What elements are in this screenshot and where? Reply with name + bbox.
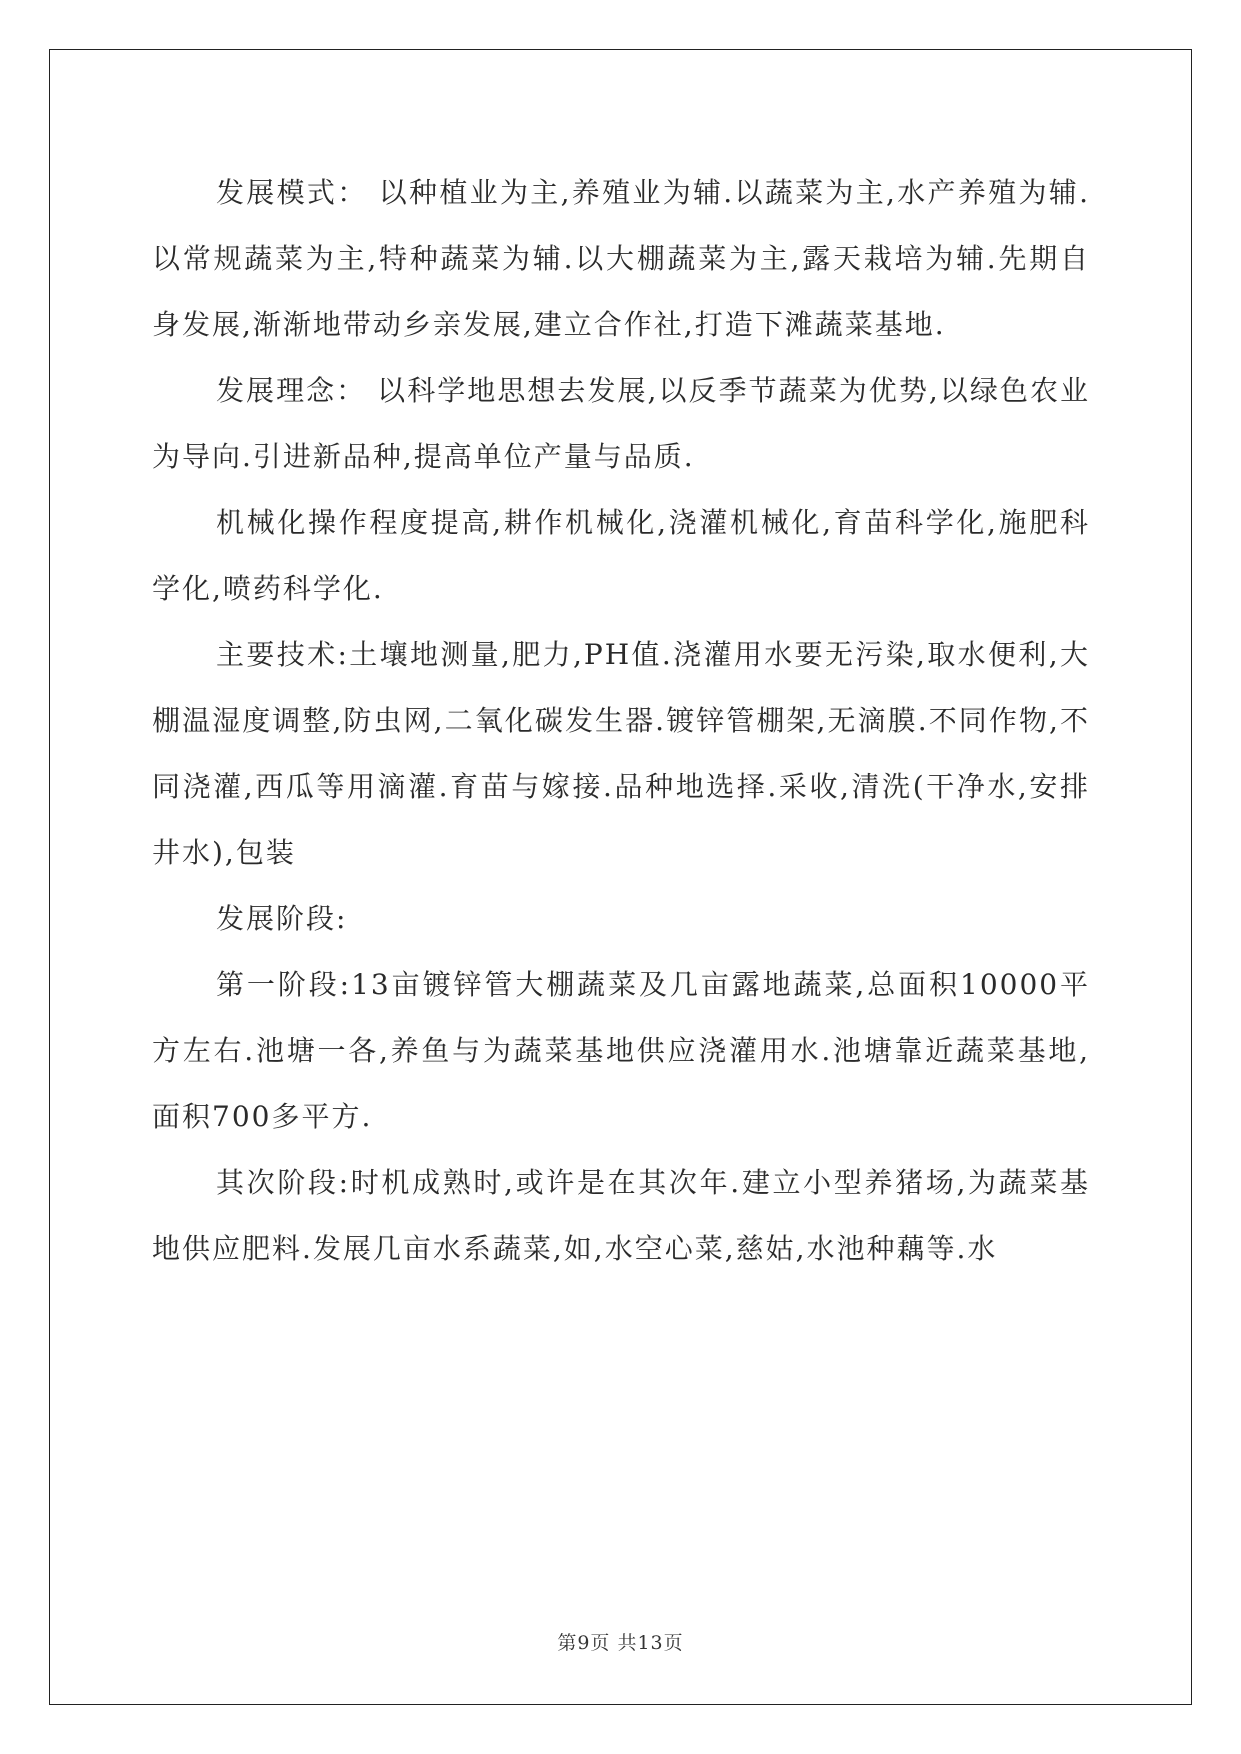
paragraph-mechanization: 机械化操作程度提高,耕作机械化,浇灌机械化,育苗科学化,施肥科学化,喷药科学化. [152,506,1090,605]
paragraph-stage-one: 第一阶段:13亩镀锌管大棚蔬菜及几亩露地蔬菜,总面积10000平方左右.池塘一各,养鱼与为蔬菜基地供应浇灌用水.池塘靠近蔬菜基地,面积700多平方. [152,968,1090,1133]
page-number-footer: 第9页 共13页 [557,1632,684,1654]
paragraph-development-mode: 发展模式： 以种植业为主,养殖业为辅.以蔬菜为主,水产养殖为辅.以常规蔬菜为主,特种蔬菜为辅.以大棚蔬菜为主,露天栽培为辅.先期自身发展,渐渐地带动乡亲发展,建立合作社,打造下滩蔬菜基地. [152,176,1090,341]
paragraph-stage-two: 其次阶段:时机成熟时,或许是在其次年.建立小型养猪场,为蔬菜基地供应肥料.发展几亩水系蔬菜,如,水空心菜,慈姑,水池种藕等.水 [152,1166,1090,1265]
document-body [152,160,1090,1282]
paragraph-development-stages-heading: 发展阶段: [216,902,348,935]
paragraph-main-technology: 主要技术:土壤地测量,肥力,PH值.浇灌用水要无污染,取水便利,大棚温湿度调整,防虫网,二氧化碳发生器.镀锌管棚架,无滴膜.不同作物,不同浇灌,西瓜等用滴灌.育苗与嫁接.品种地选择.采收,清洗(干净水,安排井水),包装 [152,638,1090,869]
paragraph-development-concept: 发展理念： 以科学地思想去发展,以反季节蔬菜为优势,以绿色农业为导向.引进新品种,提高单位产量与品质. [152,374,1090,473]
